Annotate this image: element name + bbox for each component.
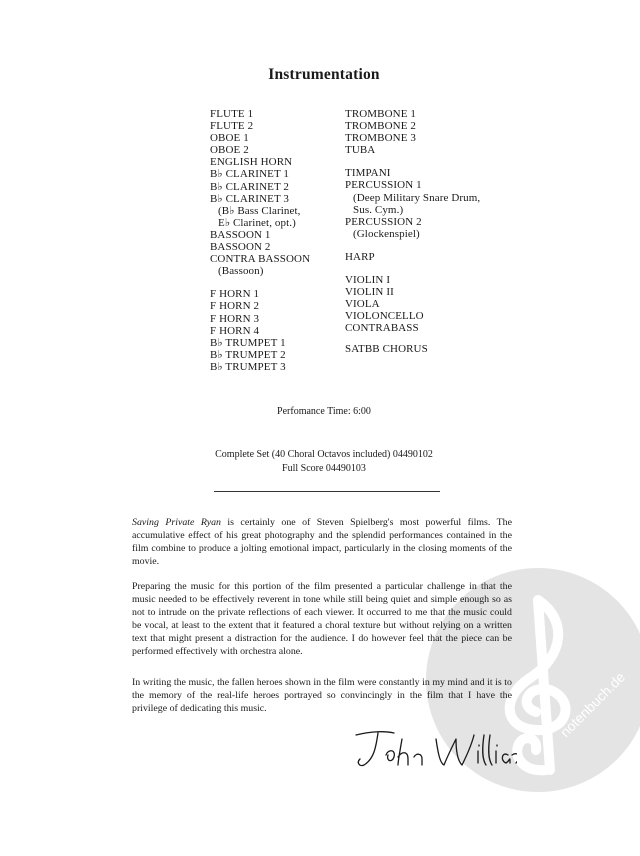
instrument-note: E♭ Clarinet, opt.) xyxy=(218,216,296,229)
paragraph-2: Preparing the music for this portion of the film presented a particular challenge in that the music needed to be effectively reverent in tone while still being quiet and simple enough so as not to intrude on the private reflections of each viewer. It occurred to me that the music could be vocal, at least to the extent that it featured a choral texture but without relying on a written text that might present a distraction for the audience. I do however feel that the piece can be performed effectively with orchestra alone. xyxy=(132,581,512,657)
section-gap xyxy=(345,240,480,251)
instrument-item: HARP xyxy=(345,250,375,263)
instrument-item: FLUTE 2 xyxy=(210,120,254,133)
instrument-item: B♭ TRUMPET 3 xyxy=(210,360,286,373)
instrument-item: CONTRA BASSOON xyxy=(210,253,311,266)
instrument-item: B♭ CLARINET 1 xyxy=(210,168,290,181)
instrument-item: F HORN 3 xyxy=(210,312,260,325)
instrument-item: PERCUSSION 2 xyxy=(345,215,422,228)
instrument-item: TUBA xyxy=(345,144,376,157)
section-gap xyxy=(345,156,480,167)
instrument-item: F HORN 1 xyxy=(210,288,260,301)
instrument-item: B♭ TRUMPET 1 xyxy=(210,336,286,349)
instrument-item: OBOE 2 xyxy=(210,144,249,157)
full-score-line: Full Score 04490103 xyxy=(282,463,366,474)
instrument-note: (B♭ Bass Clarinet, xyxy=(218,204,301,217)
signature xyxy=(352,725,517,775)
instrument-item: B♭ CLARINET 3 xyxy=(210,192,290,205)
instrument-note: (Glockenspiel) xyxy=(353,227,420,240)
instrument-item: F HORN 4 xyxy=(210,324,260,337)
divider-rule xyxy=(214,491,440,492)
instrument-note: (Deep Military Snare Drum, xyxy=(353,191,481,204)
paragraph-1-text: is certainly one of Steven Spielberg's most powerful films. The accumulative effect of his great photography and the splendid performances contained in the film combine to produce a jolting emotional impact, particularly in the closing moments of the movie. xyxy=(132,517,512,567)
watermark-text: notenbuch.de xyxy=(556,668,629,741)
instrument-item: TIMPANI xyxy=(345,167,391,180)
paragraph-1 xyxy=(132,516,512,568)
instrument-item: OBOE 1 xyxy=(210,132,249,145)
instrument-item: B♭ TRUMPET 2 xyxy=(210,348,286,361)
instrument-item: ENGLISH HORN xyxy=(210,156,293,169)
instrument-list-left xyxy=(210,108,310,373)
paragraph-3: In writing the music, the fallen heroes shown in the film were constantly in my mind and it is to the memory of the real-life heroes portrayed so convincingly in the film that I have the privilege of dedicating this music. xyxy=(132,677,512,714)
instrument-item: CONTRABASS xyxy=(345,322,419,335)
instrument-item: TROMBONE 2 xyxy=(345,120,416,133)
instrument-item: VIOLA xyxy=(345,298,380,311)
page-title: Instrumentation xyxy=(268,66,380,83)
instrument-item: TROMBONE 1 xyxy=(345,108,416,120)
instrument-item: TROMBONE 3 xyxy=(345,132,416,145)
instrument-item: BASSOON 2 xyxy=(210,241,271,254)
film-title: Saving Private Ryan xyxy=(132,517,221,528)
instrument-list-right xyxy=(345,108,480,355)
section-gap xyxy=(345,335,480,343)
performance-time: Perfomance Time: 6:00 xyxy=(277,406,371,417)
instrument-item: VIOLIN I xyxy=(345,274,391,287)
instrument-item: VIOLIN II xyxy=(345,286,394,299)
instrument-item: FLUTE 1 xyxy=(210,108,254,120)
instrument-item: B♭ CLARINET 2 xyxy=(210,180,290,193)
section-gap xyxy=(210,277,310,288)
instrument-note: Sus. Cym.) xyxy=(353,203,404,216)
instrument-item: F HORN 2 xyxy=(210,300,260,313)
section-gap xyxy=(345,263,480,274)
instrument-item: VIOLONCELLO xyxy=(345,310,424,323)
instrument-item: BASSOON 1 xyxy=(210,228,271,241)
instrument-item: PERCUSSION 1 xyxy=(345,179,422,192)
instrument-item: SATBB CHORUS xyxy=(345,342,428,355)
instrument-note: (Bassoon) xyxy=(218,265,264,278)
complete-set-line: Complete Set (40 Choral Octavos included) 04490102 xyxy=(215,449,433,460)
